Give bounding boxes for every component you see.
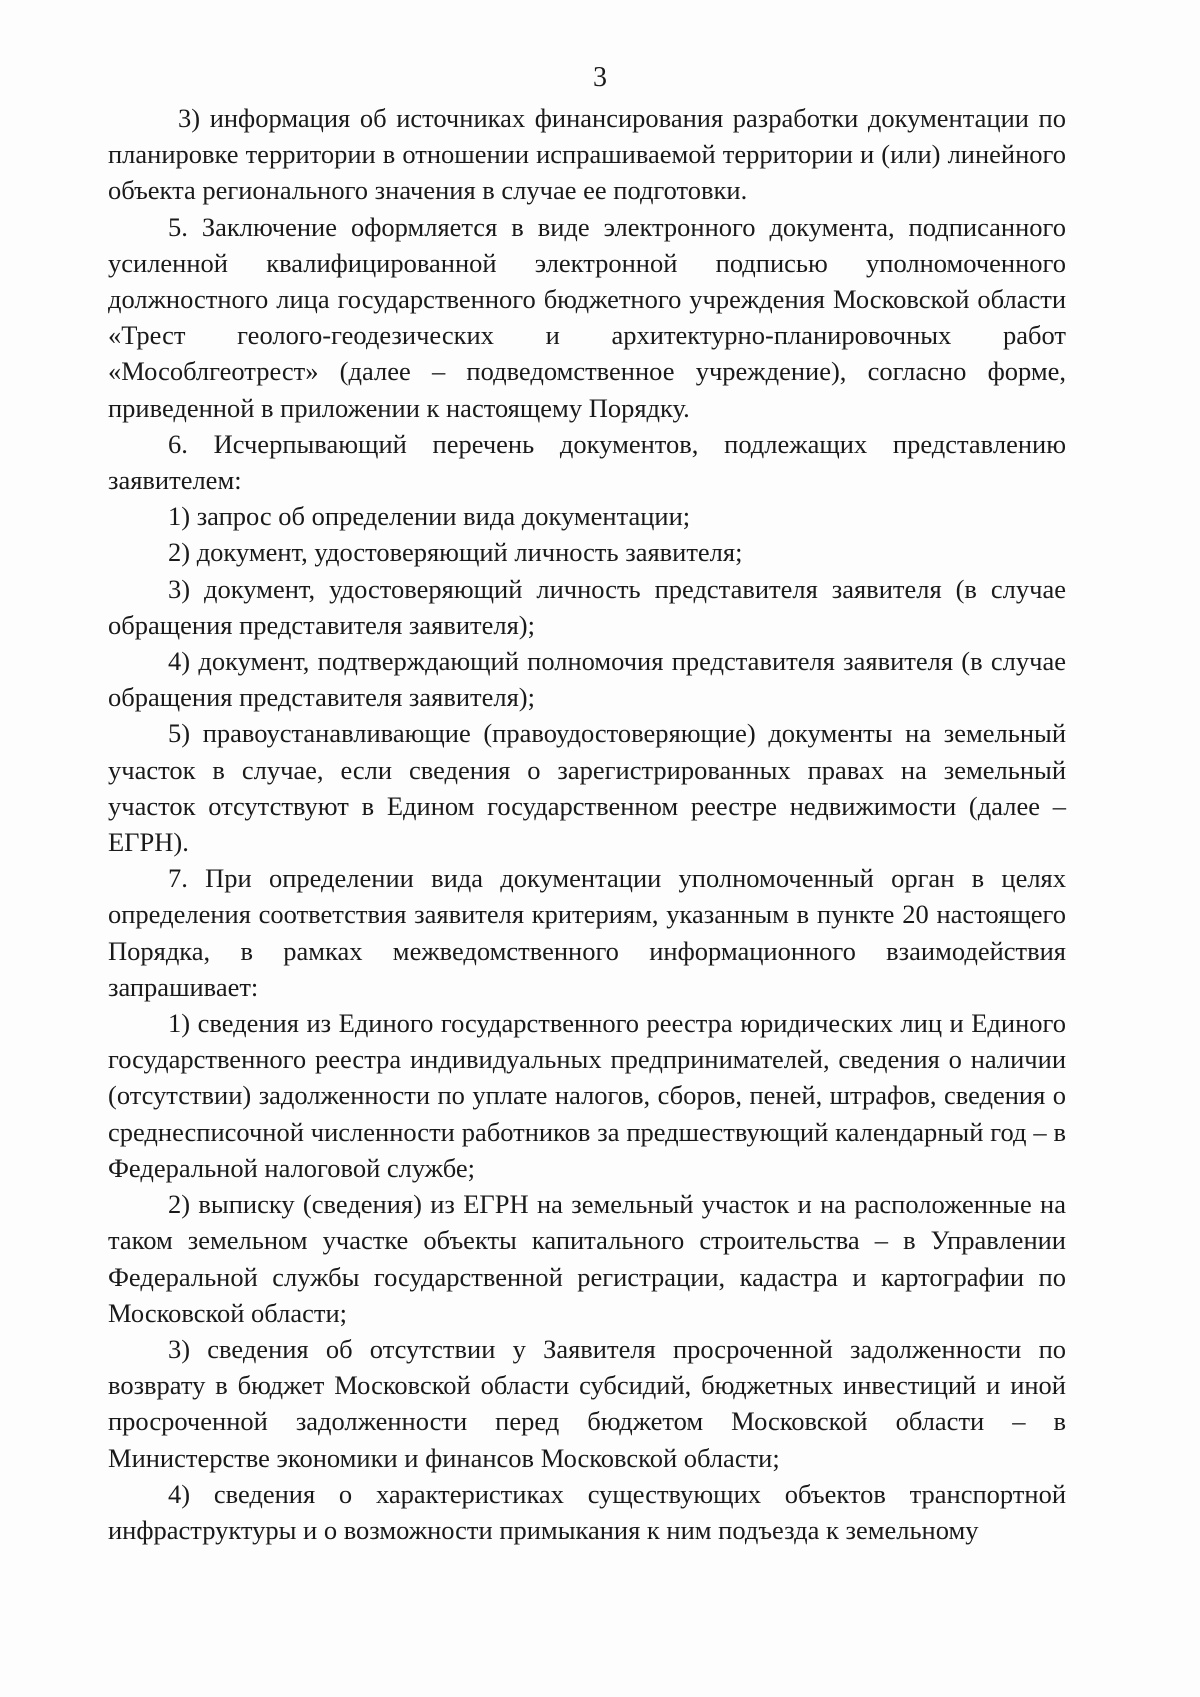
list-item-ministry-finance: 3) сведения об отсутствии у Заявителя просроченной задолженности по возврату в бюджет Московской области субсидий, бюджетных инвестиций и иной просроченной задолженности перед бюджетом Московской области – в Министерстве экономики и финансов Московской области; [108,1333,1066,1473]
paragraph-interagency-request: 7. При определении вида документации уполномоченный орган в целях определения соответствия заявителя критериям, указанным в пункте 20 настоящего Порядка, в рамках межведомственного информационного взаимодействия запрашивает: [108,863,1066,1002]
list-item-title-documents: 5) правоустанавливающие (правоудостоверяющие) документы на земельный участок в случае, если сведения о зарегистрированных правах на земельный участок отсутствуют в Едином государственном реестре недвижимости (далее – ЕГРН). [108,718,1066,858]
page-number: 3 [593,62,607,93]
document-body [108,100,1066,1548]
list-item-representative-identity: 3) документ, удостоверяющий личность представителя заявителя (в случае обращения представителя заявителя); [108,573,1066,640]
list-item-representative-authority: 4) документ, подтверждающий полномочия представителя заявителя (в случае обращения представителя заявителя); [108,646,1066,713]
list-item-identity-document: 2) документ, удостоверяющий личность заявителя; [168,537,743,568]
list-item-transport-infrastructure: 4) сведения о характеристиках существующих объектов транспортной инфраструктуры и о возможности примыкания к ним подъезда к земельному [108,1478,1066,1545]
paragraph-conclusion-format: 5. Заключение оформляется в виде электронного документа, подписанного усиленной квалифицированной электронной подписью уполномоченного должностного лица государственного бюджетного учреждения Московской области «Трест геолого-геодезических и архитектурно-планировочных работ «Мособлгеотрест» (далее – подведомственное учреждение), согласно форме, приведенной в приложении к настоящему Порядку. [108,211,1066,423]
paragraph-documents-list-heading: 6. Исчерпывающий перечень документов, подлежащих представлению заявителем: [108,428,1066,496]
paragraph-financing-sources: 3) информация об источниках финансирования разработки документации по планировке территории в отношении испрашиваемой территории и (или) линейного объекта регионального значения в случае ее подготовки. [108,103,1066,206]
list-item-request: 1) запрос об определении вида документации; [168,501,691,532]
list-item-egrn-extract: 2) выписку (сведения) из ЕГРН на земельный участок и на расположенные на таком земельном участке объекты капитального строительства – в Управлении Федеральной службы государственной регистрации, кадастра и картографии по Московской области; [108,1189,1066,1328]
list-item-tax-service: 1) сведения из Единого государственного реестра юридических лиц и Единого государственного реестра индивидуальных предпринимателей, сведения о наличии (отсутствии) задолженности по уплате налогов, сборов, пеней, штрафов, сведения о среднесписочной численности работников за предшествующий календарный год – в Федеральной налоговой службе; [108,1008,1066,1183]
